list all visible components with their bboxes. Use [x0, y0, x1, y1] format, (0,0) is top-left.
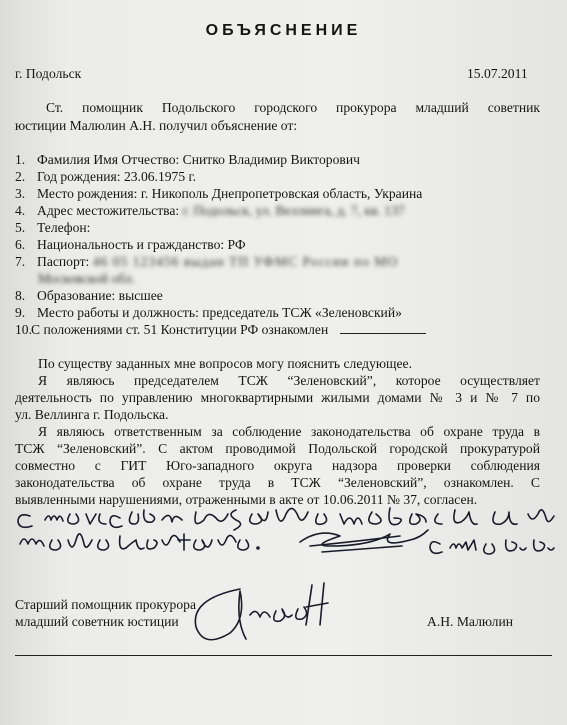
body-line: ТСЖ “Зеленовский”. С актом проводимой Подольской городской прокуратурой — [15, 441, 540, 456]
field-label: Образование: высшее — [37, 288, 163, 303]
field-number: 2. — [15, 169, 26, 184]
field-label: Год рождения: 23.06.1975 г. — [37, 169, 196, 184]
body-line: Я являюсь председателем ТСЖ “Зеленовский”, которое осуществляет — [38, 373, 540, 388]
field-number: 9. — [15, 305, 26, 320]
field-label: Паспорт: — [37, 254, 90, 269]
field-number: 5. — [15, 220, 26, 235]
body-line: ул. Веллинга г. Подольска. — [15, 407, 169, 422]
intro-line-1: Ст. помощник Подольского городского прокурора младший советник — [46, 100, 540, 115]
field-passport — [15, 254, 398, 270]
field-nationality — [15, 237, 246, 253]
handwritten-note — [0, 500, 567, 570]
field-number: 8. — [15, 288, 26, 303]
field-label: Национальность и гражданство: РФ — [37, 237, 246, 252]
field-address — [15, 203, 405, 219]
field-birth-year — [15, 169, 196, 185]
body-line: законодательства об охране труда в ТСЖ “Зеленовский”, ознакомлен. С — [15, 475, 540, 490]
bottom-rule — [15, 655, 552, 656]
field-constitution — [15, 322, 426, 338]
field-full-name — [15, 152, 360, 168]
field-number: 6. — [15, 237, 26, 252]
field-label: Адрес местожительства: — [37, 203, 180, 218]
document-title: ОБЪЯСНЕНИЕ — [205, 22, 362, 39]
body-line: совместно с ГИТ Юго-западного округа надзора проверки соблюдения — [15, 458, 540, 473]
officer-signature — [180, 575, 340, 655]
redacted-passport-cont: Московской обл. — [38, 271, 135, 286]
body-line: По существу заданных мне вопросов могу пояснить следующее. — [38, 356, 412, 371]
field-workplace — [15, 305, 402, 321]
field-number: 3. — [15, 186, 26, 201]
field-number: 10. — [15, 322, 32, 337]
field-label: Место рождения: г. Никополь Днепропетровская область, Украина — [37, 186, 423, 201]
field-phone — [15, 220, 90, 236]
signature-blank — [340, 333, 426, 334]
officer-title-line-1: Старший помощник прокурора — [15, 597, 196, 612]
field-number: 7. — [15, 254, 26, 269]
field-label: Фамилия Имя Отчество: Снитко Владимир Викторович — [37, 152, 360, 167]
body-line: деятельность по управлению многоквартирными жилыми домами № 3 и № 7 по — [15, 390, 540, 405]
redacted-passport: 46 05 123456 выдан ТП УФМС России по МО — [92, 254, 399, 269]
field-education — [15, 288, 163, 304]
intro-line-2: юстиции Малюлин А.Н. получил объяснение от: — [15, 118, 298, 133]
field-number: 1. — [15, 152, 26, 167]
field-label: С положениями ст. 51 Конституции РФ ознакомлен — [31, 322, 329, 337]
officer-title-line-2: младший советник юстиции — [15, 614, 179, 629]
field-label: Телефон: — [37, 220, 91, 235]
date: 15.07.2011 — [467, 66, 528, 81]
officer-name: А.Н. Малюлин — [427, 614, 514, 629]
field-birthplace — [15, 186, 422, 202]
redacted-address: г. Подольск, ул. Веллинга, д. 7, кв. 137 — [182, 203, 405, 218]
body-line: Я являюсь ответственным за соблюдение законодательства об охране труда в — [38, 424, 540, 439]
field-number: 4. — [15, 203, 26, 218]
city: г. Подольск — [15, 66, 82, 81]
body-line: выявленными нарушениями, отраженными в акте от 10.06.2011 № 37, согласен. — [15, 492, 478, 507]
field-label: Место работы и должность: председатель ТСЖ «Зеленовский» — [37, 305, 402, 320]
